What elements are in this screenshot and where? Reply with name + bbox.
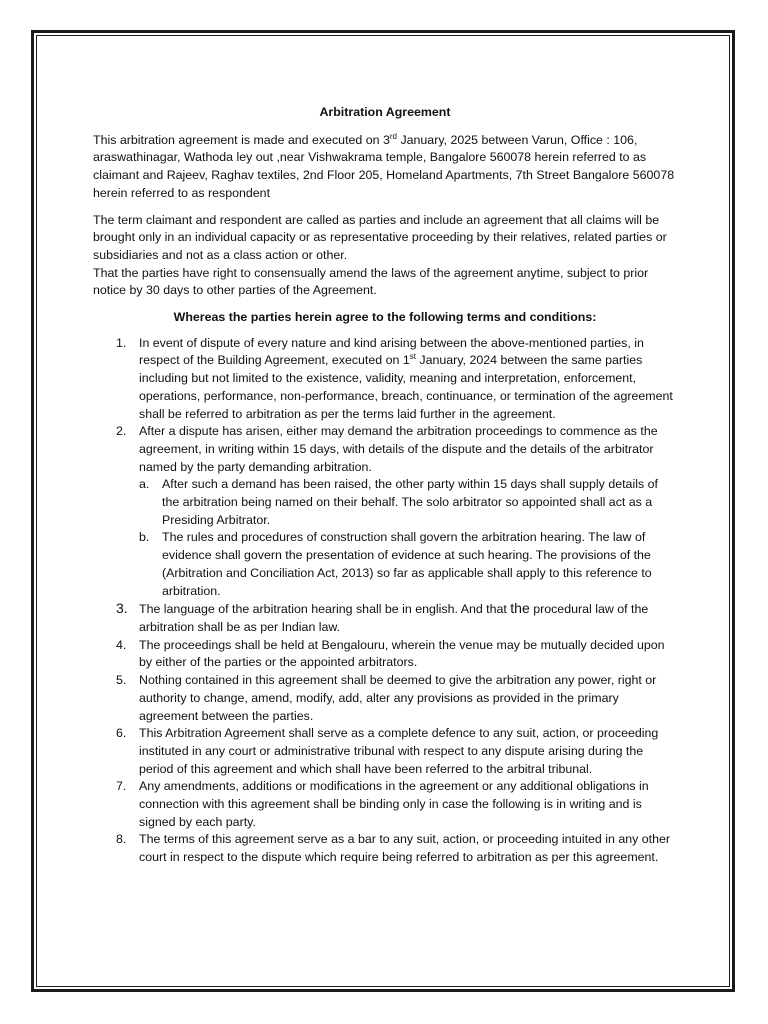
list-item-text: The proceedings shall be held at Bengalouru, wherein the venue may be mutually decided upon by either of the parties or the appointed arbitrators. (139, 637, 665, 670)
list-item-superscript: st (409, 352, 416, 362)
intro-superscript: rd (389, 131, 397, 141)
intro-text-part2: January, 2025 between Varun, Office : 106, araswathinagar, Wathoda ley out ,near Vishwakrama temple, Bangalore 560078 herein referred to as claimant and Rajeev, Raghav textiles, 2nd Floor 205, Homeland Apartments, 7th Street Bangalore 560078 herein referred to as respondent (93, 132, 675, 200)
list-item (93, 831, 677, 866)
list-item-number: 7. (116, 779, 127, 794)
list-item-text-part2: procedural law of the arbitration shall be as per Indian law. (139, 602, 649, 634)
list-item-text: Nothing contained in this agreement shall be deemed to give the arbitration any power, right or authority to change, amend, modify, add, alter any provisions as provided in the primary agreement between the parties. (139, 673, 657, 723)
document-body (93, 104, 677, 867)
list-item-text-part1: The language of the arbitration hearing shall be in english. And that (139, 602, 511, 617)
list-item-text: Any amendments, additions or modifications in the agreement or any additional obligations in connection with this agreement shall be binding only in case the following is in writing and is signed by each party. (139, 779, 649, 829)
list-item (93, 778, 677, 831)
list-item-number: 8. (116, 832, 127, 847)
list-item (93, 637, 677, 672)
list-item (93, 335, 677, 424)
document-title: Arbitration Agreement (319, 105, 451, 119)
list-item-text-part2: January, 2024 between the same parties including but not limited to the existence, validity, meaning and interpretation, enforcement, operations, performance, non-performance, breach, continuance, or termination of the agreement shall be referred to arbitration as per the terms laid further in the agreement. (139, 353, 673, 421)
list-item-number: 6. (116, 726, 127, 741)
list-item-text: This Arbitration Agreement shall serve as a complete defence to any suit, action, or proceeding instituted in any court or administrative tribunal with respect to any dispute arising during the period of this agreement and which shall have been referred to the arbitral tribunal. (139, 726, 659, 776)
list-item (93, 672, 677, 725)
list-item-text-enlarged: the (510, 600, 530, 617)
sub-list-item-letter: a. (139, 477, 150, 492)
sub-list (139, 476, 677, 600)
parties-paragraph: The term claimant and respondent are called as parties and include an agreement that all claims will be brought only in an individual capacity or as representative proceeding by their relatives, related parties or subsidiaries and not as a class action or other. (93, 212, 667, 262)
list-item (93, 725, 677, 778)
list-item-number: 4. (116, 637, 127, 652)
intro-text-part1: This arbitration agreement is made and executed on 3 (93, 132, 390, 147)
list-item-number: 1. (116, 335, 127, 350)
terms-subheading: Whereas the parties herein agree to the following terms and conditions: (173, 310, 597, 325)
list-item-text-part1: In event of dispute of every nature and kind arising between the above-mentioned parties, in respect of the Building Agreement, executed on 1 (139, 335, 644, 368)
list-item-number: 5. (116, 673, 127, 688)
intro-paragraph (93, 132, 677, 203)
sub-list-item-text: The rules and procedures of construction shall govern the arbitration hearing. The law of evidence shall govern the presentation of evidence at such hearing. The provisions of the (Arbitration and Conciliation Act, 2013) so far as applicable shall apply to this reference to arbitration. (162, 530, 652, 598)
list-item-number: 2. (116, 424, 127, 439)
sub-list-item (139, 476, 677, 529)
terms-list (93, 335, 677, 867)
list-item-text: After a dispute has arisen, either may demand the arbitration proceedings to commence as the agreement, in writing within 15 days, with details of the dispute and the details of the arbitrator named by the party demanding arbitration. (139, 424, 658, 474)
list-item-number: 3. (116, 600, 128, 617)
sub-list-item (139, 529, 677, 600)
list-item (93, 423, 677, 600)
list-item-text: The terms of this agreement serve as a bar to any suit, action, or proceeding intuited in any other court in respect to the dispute which require being referred to arbitration as per this agreement. (139, 832, 671, 865)
list-item (93, 600, 677, 636)
amendment-paragraph: That the parties have right to consensually amend the laws of the agreement anytime, subject to prior notice by 30 days to other parties of the Agreement. (93, 265, 649, 298)
sub-list-item-letter: b. (139, 530, 150, 545)
sub-list-item-text: After such a demand has been raised, the other party within 15 days shall supply details of the arbitration being named on their behalf. The solo arbitrator so appointed shall act as a Presiding Arbitrator. (162, 477, 658, 527)
